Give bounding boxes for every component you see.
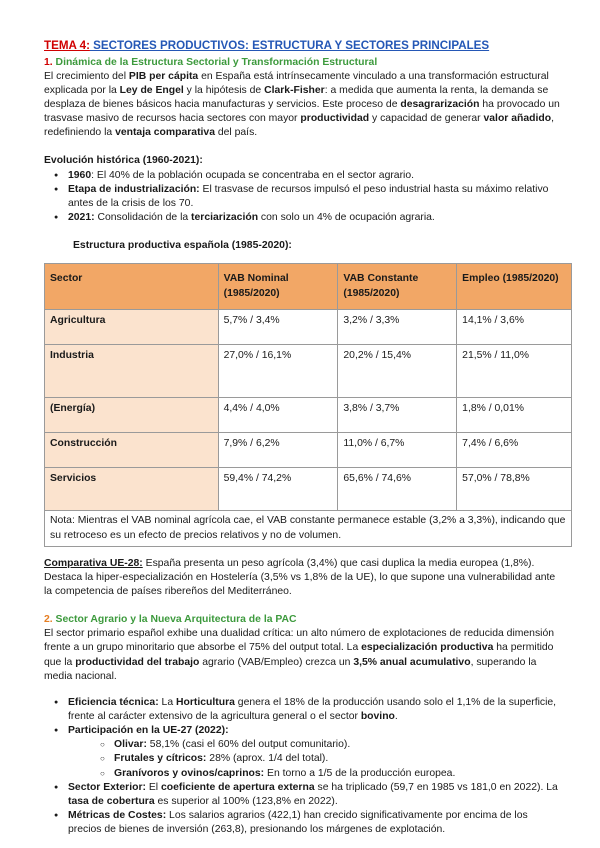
header-empleo: Empleo (1985/2020) [457, 264, 572, 310]
table-row: (Energía) 4,4% / 4,0% 3,8% / 3,7% 1,8% / 0,01% [45, 398, 572, 433]
list-item: ● 1960: El 40% de la población ocupada se concentraba en el sector agrario. [44, 169, 564, 183]
table-title: Estructura productiva española (1985-2020): [73, 240, 292, 252]
title-topic-name: SECTORES PRODUCTIVOS: ESTRUCTURA Y SECTORES PRINCIPALES [89, 39, 490, 52]
page-title [44, 38, 564, 54]
table-row: Industria 27,0% / 16,1% 20,2% / 15,4% 21,5% / 11,0% [45, 345, 572, 398]
header-vab-nominal: VAB Nominal (1985/2020) [218, 264, 338, 310]
evolution-list [44, 169, 564, 226]
header-vab-constante: VAB Constante (1985/2020) [338, 264, 457, 310]
list-item: ○ Granívoros y ovinos/caprinos: En torno a 1/5 de la producción europea. [68, 767, 564, 781]
list-item: ● Eficiencia técnica: La Horticultura genera el 18% de la producción usando solo el 1,1% de la superficie, frente al carácter extensivo de la agricultura general o el sector bovino. [44, 696, 564, 724]
list-item: ● 2021: Consolidación de la terciarización con solo un 4% de ocupación agraria. [44, 211, 564, 225]
eu-comparison-label: Comparativa UE-28: [44, 557, 143, 569]
table-note-row [45, 511, 572, 546]
header-sector: Sector [45, 264, 219, 310]
table-row: Construcción 7,9% / 6,2% 11,0% / 6,7% 7,4% / 6,6% [45, 433, 572, 468]
section-2-number: 2. [44, 614, 53, 626]
section-2-title: Sector Agrario y la Nueva Arquitectura de la PAC [52, 614, 297, 626]
eu-participation-sublist [68, 738, 564, 780]
agrarian-list [44, 696, 564, 837]
list-item: ● Métricas de Costes: Los salarios agrarios (422,1) han crecido significativamente por encima de los precios de bienes de inversión (263,8), presionando los márgenes de explotación. [44, 809, 564, 837]
table-row: Agricultura 5,7% / 3,4% 3,2% / 3,3% 14,1% / 3,6% [45, 310, 572, 345]
table-note: Nota: Mientras el VAB nominal agrícola cae, el VAB constante permanece estable (3,2% a 3,3%), indicando que su retroceso es un efecto de precios relativos y no de volumen. [45, 511, 572, 546]
table-header-row [45, 264, 572, 310]
productive-structure-table [44, 263, 572, 546]
list-item: ○ Olivar: 58,1% (casi el 60% del output comunitario). [68, 738, 564, 752]
table-row: Servicios 59,4% / 74,2% 65,6% / 74,6% 57,0% / 78,8% [45, 468, 572, 511]
section-2-paragraph: El sector primario español exhibe una dualidad crítica: un alto número de explotaciones de reducida dimensión frente a un grupo minoritario que absorbe el 75% del output total. La especialización productiva ha permitido que la productividad del trabajo agrario (VAB/Empleo) crezca un 3,5% anual acumulativo, superando la media nacional. [44, 628, 555, 682]
title-topic-number: TEMA 4: [44, 39, 90, 52]
evolution-heading: Evolución histórica (1960-2021): [44, 154, 203, 166]
list-item: ● Participación en la UE-27 (2022): ○ Olivar: 58,1% (casi el 60% del output comunitario). ○ Frutales y cítricos: 28% (aprox. 1/4 del total). ○ Granívoros y ovinos/caprinos: En torno a 1/5 de la producción europea. [44, 724, 564, 781]
list-item: ● Sector Exterior: El coeficiente de apertura externa se ha triplicado (59,7 en 1985 vs 181,0 en 2022). La tasa de cobertura es superior al 100% (123,8% en 2022). [44, 781, 564, 809]
section-2-heading [44, 613, 564, 627]
section-1-title: Dinámica de la Estructura Sectorial y Transformación Estructural [52, 56, 378, 68]
section-1-paragraph: El crecimiento del PIB per cápita en España está intrínsecamente vinculado a una transformación estructural explicada por la Ley de Engel y la hipótesis de Clark-Fisher: a medida que aumenta la renta, la demanda se desplaza de bienes básicos hacia manufacturas y servicios. Este proceso de desagrarización ha provocado un trasvase masivo de recursos hacia sectores con mayor productividad y capacidad de generar valor añadido, redefiniendo la ventaja comparativa del país. [44, 70, 560, 139]
list-item: ● Etapa de industrialización: El trasvase de recursos impulsó el peso industrial hasta su máximo relativo antes de la crisis de los 70. [44, 183, 564, 211]
section-1-heading [44, 56, 564, 70]
list-item: ○ Frutales y cítricos: 28% (aprox. 1/4 del total). [68, 752, 564, 766]
eu-comparison-paragraph: Comparativa UE-28: España presenta un peso agrícola (3,4%) que casi duplica la media europea (1,8%). Destaca la hiper-especialización en Hostelería (3,5% vs 1,8% de la UE), lo que supone una vulnerabilidad ante la competencia de países ribereños del Mediterráneo. [44, 557, 556, 598]
section-1-number: 1. [44, 56, 53, 68]
